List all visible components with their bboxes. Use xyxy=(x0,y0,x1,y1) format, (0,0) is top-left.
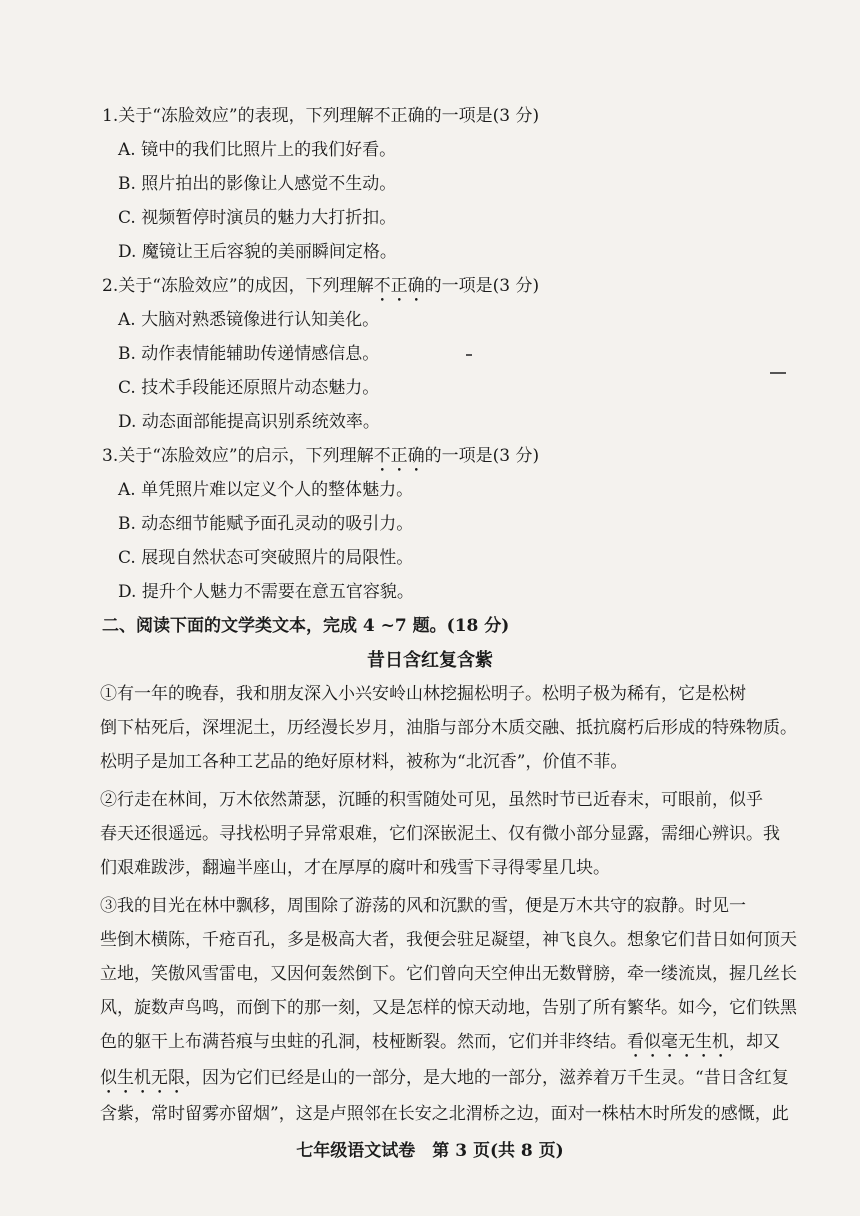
question-3-option-a: A. 单凭照片难以定义个人的整体魅力。 xyxy=(118,480,414,500)
paragraph-3-line-3: 立地，笑傲风雪雷电，又因何轰然倒下。它们曾向天空伸出无数臂膀，牵一缕流岚，握几丝长 xyxy=(100,964,797,984)
question-3-stem: 3.关于“冻脸效应”的启示，下列理解不正确的一项是(3 分) xyxy=(102,446,540,466)
question-1-stem: 1.关于“冻脸效应”的表现，下列理解不正确的一项是(3 分) xyxy=(102,106,540,126)
article-title: 昔日含红复含紫 xyxy=(367,650,493,671)
paragraph-1-line-1: ①有一年的晚春，我和朋友深入小兴安岭山林挖掘松明子。松明子极为稀有，它是松树 xyxy=(100,684,746,704)
question-3-emphasis: 不正确 xyxy=(373,446,425,466)
question-3-option-b: B. 动态细节能赋予面孔灵动的吸引力。 xyxy=(118,514,414,534)
question-2-option-a: A. 大脑对熟悉镜像进行认知美化。 xyxy=(118,310,380,330)
question-3-option-d: D. 提升个人魅力不需要在意五官容貌。 xyxy=(118,582,414,602)
paragraph-3-line-7: 含紫，常时留雾亦留烟”，这是卢照邻在长安之北渭桥之边，面对一株枯木时所发的感慨，此 xyxy=(100,1104,789,1124)
scan-mark xyxy=(466,354,472,356)
page-footer: 七年级语文试卷 第 3 页(共 8 页) xyxy=(296,1141,564,1161)
scan-mark xyxy=(770,372,786,374)
emphasized-phrase-1: 看似毫无生机 xyxy=(627,1032,729,1052)
paragraph-2-line-2: 春天还很遥远。寻找松明子异常艰难，它们深嵌泥土、仅有微小部分显露，需细心辨识。我 xyxy=(100,824,780,844)
paragraph-2-line-3: 们艰难跋涉，翻遍半座山，才在厚厚的腐叶和残雪下寻得零星几块。 xyxy=(100,858,610,878)
question-2-option-c: C. 技术手段能还原照片动态魅力。 xyxy=(118,378,380,398)
question-3-option-c: C. 展现自然状态可突破照片的局限性。 xyxy=(118,548,414,568)
question-1-option-b: B. 照片拍出的影像让人感觉不生动。 xyxy=(118,174,397,194)
paragraph-1-line-3: 松明子是加工各种工艺品的绝好原材料，被称为“北沉香”，价值不菲。 xyxy=(100,752,628,772)
paragraph-3-line-6: 似生机无限，因为它们已经是山的一部分，是大地的一部分，滋养着万千生灵。“昔日含红复 xyxy=(100,1068,789,1088)
paragraph-3-line-1: ③我的目光在林中飘移，周围除了游荡的风和沉默的雪，便是万木共守的寂静。时见一 xyxy=(100,896,746,916)
emphasized-phrase-2: 似生机无限 xyxy=(100,1068,185,1088)
question-1-option-d: D. 魔镜让王后容貌的美丽瞬间定格。 xyxy=(118,242,397,262)
paragraph-3-line-5: 色的躯干上布满苔痕与虫蛀的孔洞，枝桠断裂。然而，它们并非终结。看似毫无生机，却又 xyxy=(100,1032,780,1052)
question-1-emphasis: 不正确 xyxy=(373,106,425,126)
paragraph-3-line-4: 风，旋数声鸟鸣，而倒下的那一刻，又是怎样的惊天动地，告别了所有繁华。如今，它们铁黑 xyxy=(100,998,797,1018)
section-2-heading: 二、阅读下面的文学类文本，完成 4 ~7 题。(18 分) xyxy=(102,616,510,636)
question-2-stem: 2.关于“冻脸效应”的成因，下列理解不正确的一项是(3 分) xyxy=(102,276,540,296)
question-1-option-a: A. 镜中的我们比照片上的我们好看。 xyxy=(118,140,397,160)
question-1-option-c: C. 视频暂停时演员的魅力大打折扣。 xyxy=(118,208,397,228)
paragraph-2-line-1: ②行走在林间，万木依然萧瑟，沉睡的积雪随处可见，虽然时节已近春末，可眼前，似乎 xyxy=(100,790,763,810)
question-2-emphasis: 不正确 xyxy=(373,276,425,296)
paragraph-3-line-2: 些倒木横陈，千疮百孔，多是极高大者，我便会驻足凝望，神飞良久。想象它们昔日如何顶天 xyxy=(100,930,797,950)
question-2-option-d: D. 动态面部能提高识别系统效率。 xyxy=(118,412,380,432)
question-2-option-b: B. 动作表情能辅助传递情感信息。 xyxy=(118,344,380,364)
paragraph-1-line-2: 倒下枯死后，深埋泥土，历经漫长岁月，油脂与部分木质交融、抵抗腐朽后形成的特殊物质。 xyxy=(100,718,797,738)
